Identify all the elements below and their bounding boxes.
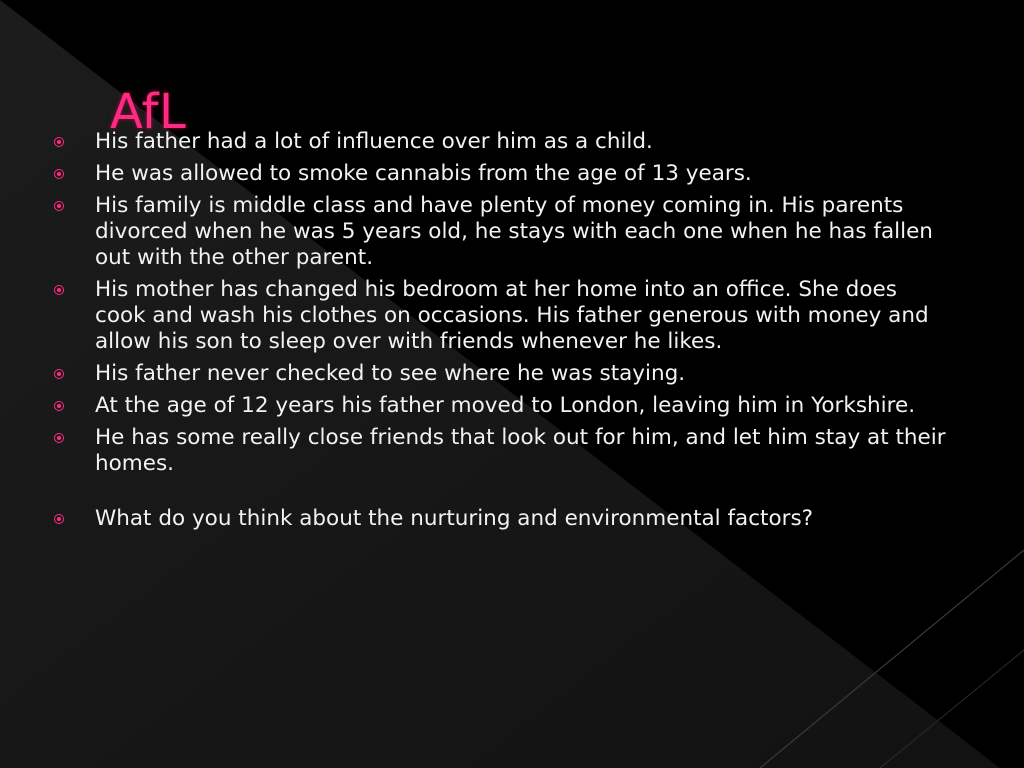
list-item [52, 361, 952, 387]
circled-dot-icon [54, 401, 64, 411]
list-item [52, 425, 952, 477]
bullet-text: His father had a lot of influence over him as a child. [95, 129, 653, 154]
bullet-text: At the age of 12 years his father moved to London, leaving him in Yorkshire. [95, 393, 916, 418]
list-item [52, 506, 952, 532]
bullet-text: He was allowed to smoke cannabis from the age of 13 years. [95, 161, 752, 186]
circled-dot-icon [54, 433, 64, 443]
circled-dot-icon [54, 169, 64, 179]
slide-title: AfL [110, 84, 187, 141]
bullet-text: He has some really close friends that look out for him, and let him stay at their homes. [95, 425, 946, 476]
circled-dot-icon [54, 137, 64, 147]
circled-dot-icon [54, 285, 64, 295]
list-item [52, 277, 952, 355]
list-item [52, 129, 952, 155]
bullet-text: His family is middle class and have plenty of money coming in. His parents divorced when he was 5 years old, he stays with each one when he has fallen out with the other parent. [95, 193, 933, 270]
bullet-text: His father never checked to see where he was staying. [95, 361, 686, 386]
circled-dot-icon [54, 201, 64, 211]
list-item [52, 193, 952, 271]
circled-dot-icon [54, 514, 64, 524]
circled-dot-icon [54, 369, 64, 379]
bullet-text: What do you think about the nurturing and environmental factors? [95, 506, 814, 531]
list-item [52, 393, 952, 419]
bullet-text: His mother has changed his bedroom at her home into an office. She does cook and wash his clothes on occasions. His father generous with money and allow his son to sleep over with friends whenever he likes. [95, 277, 929, 354]
bullet-list [52, 129, 952, 538]
list-item [52, 161, 952, 187]
